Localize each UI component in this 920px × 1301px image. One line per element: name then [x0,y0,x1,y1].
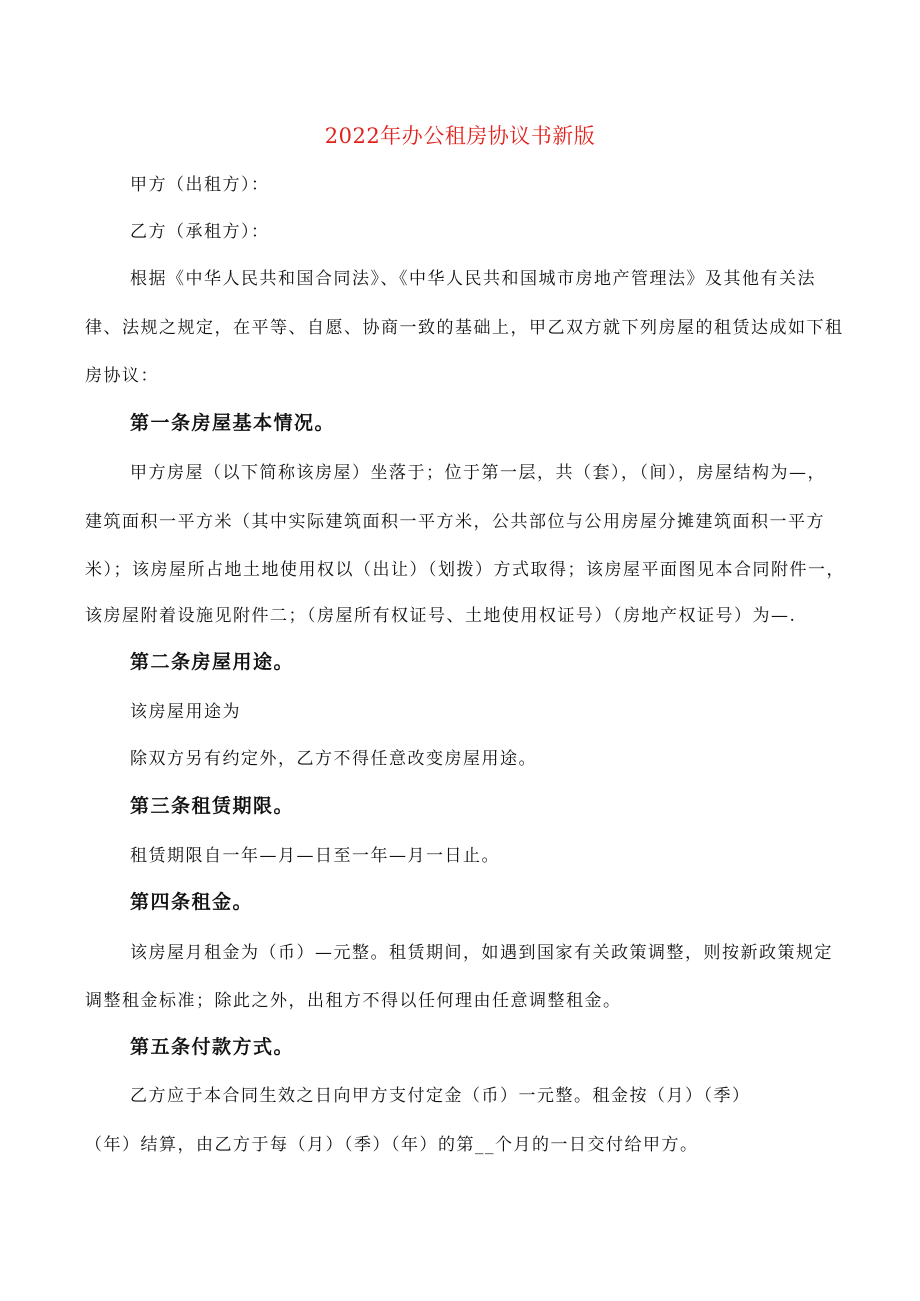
article-4-line-2: 调整租金标准；除此之外，出租方不得以任何理由任意调整租金。 [85,991,622,1011]
article-4-heading: 第四条租金。 [130,891,254,913]
article-3-heading: 第三条租赁期限。 [130,795,295,817]
preamble-line-1: 根据《中华人民共和国合同法》、《中华人民共和国城市房地产管理法》及其他有关法 [130,269,816,289]
article-5-line-2: （年）结算，由乙方于每（月）（季）（年）的第__个月的一日交付给甲方。 [85,1135,699,1155]
article-4-line-1: 该房屋月租金为（币）—元整。租赁期间，如遇到国家有关政策调整，则按新政策规定 [130,943,833,963]
article-2-line-2: 除双方另有约定外，乙方不得任意改变房屋用途。 [130,749,537,769]
article-2-line-1: 该房屋用途为 [130,702,241,722]
preamble-line-3: 房协议： [85,366,159,386]
document-title: 2022年办公租房协议书新版 [324,124,596,148]
article-3-line-1: 租赁期限自一年—月—日至一年—月一日止。 [130,846,500,866]
article-1-line-1: 甲方房屋（以下简称该房屋）坐落于；位于第一层，共（套），（间），房屋结构为—， [130,463,826,483]
article-5-line-1: 乙方应于本合同生效之日向甲方支付定金（币）一元整。租金按（月）（季） [130,1086,751,1106]
article-1-line-4: 该房屋附着设施见附件二；（房屋所有权证号、土地使用权证号）（房地产权证号）为—. [85,606,797,626]
preamble-line-2: 律、法规之规定，在平等、自愿、协商一致的基础上，甲乙双方就下列房屋的租赁达成如下租 [85,318,844,338]
article-1-heading: 第一条房屋基本情况。 [130,412,336,434]
article-1-line-2: 建筑面积一平方米（其中实际建筑面积一平方米，公共部位与公用房屋分摊建筑面积一平方 [85,512,825,532]
party-a-line: 甲方（出租方）： [130,175,270,195]
article-5-heading: 第五条付款方式。 [130,1036,295,1058]
party-b-line: 乙方（承租方）： [130,222,270,242]
article-1-line-3: 米）；该房屋所占地土地使用权以（出让）（划拨）方式取得；该房屋平面图见本合同附件一， [85,560,845,580]
article-2-heading: 第二条房屋用途。 [130,651,295,673]
